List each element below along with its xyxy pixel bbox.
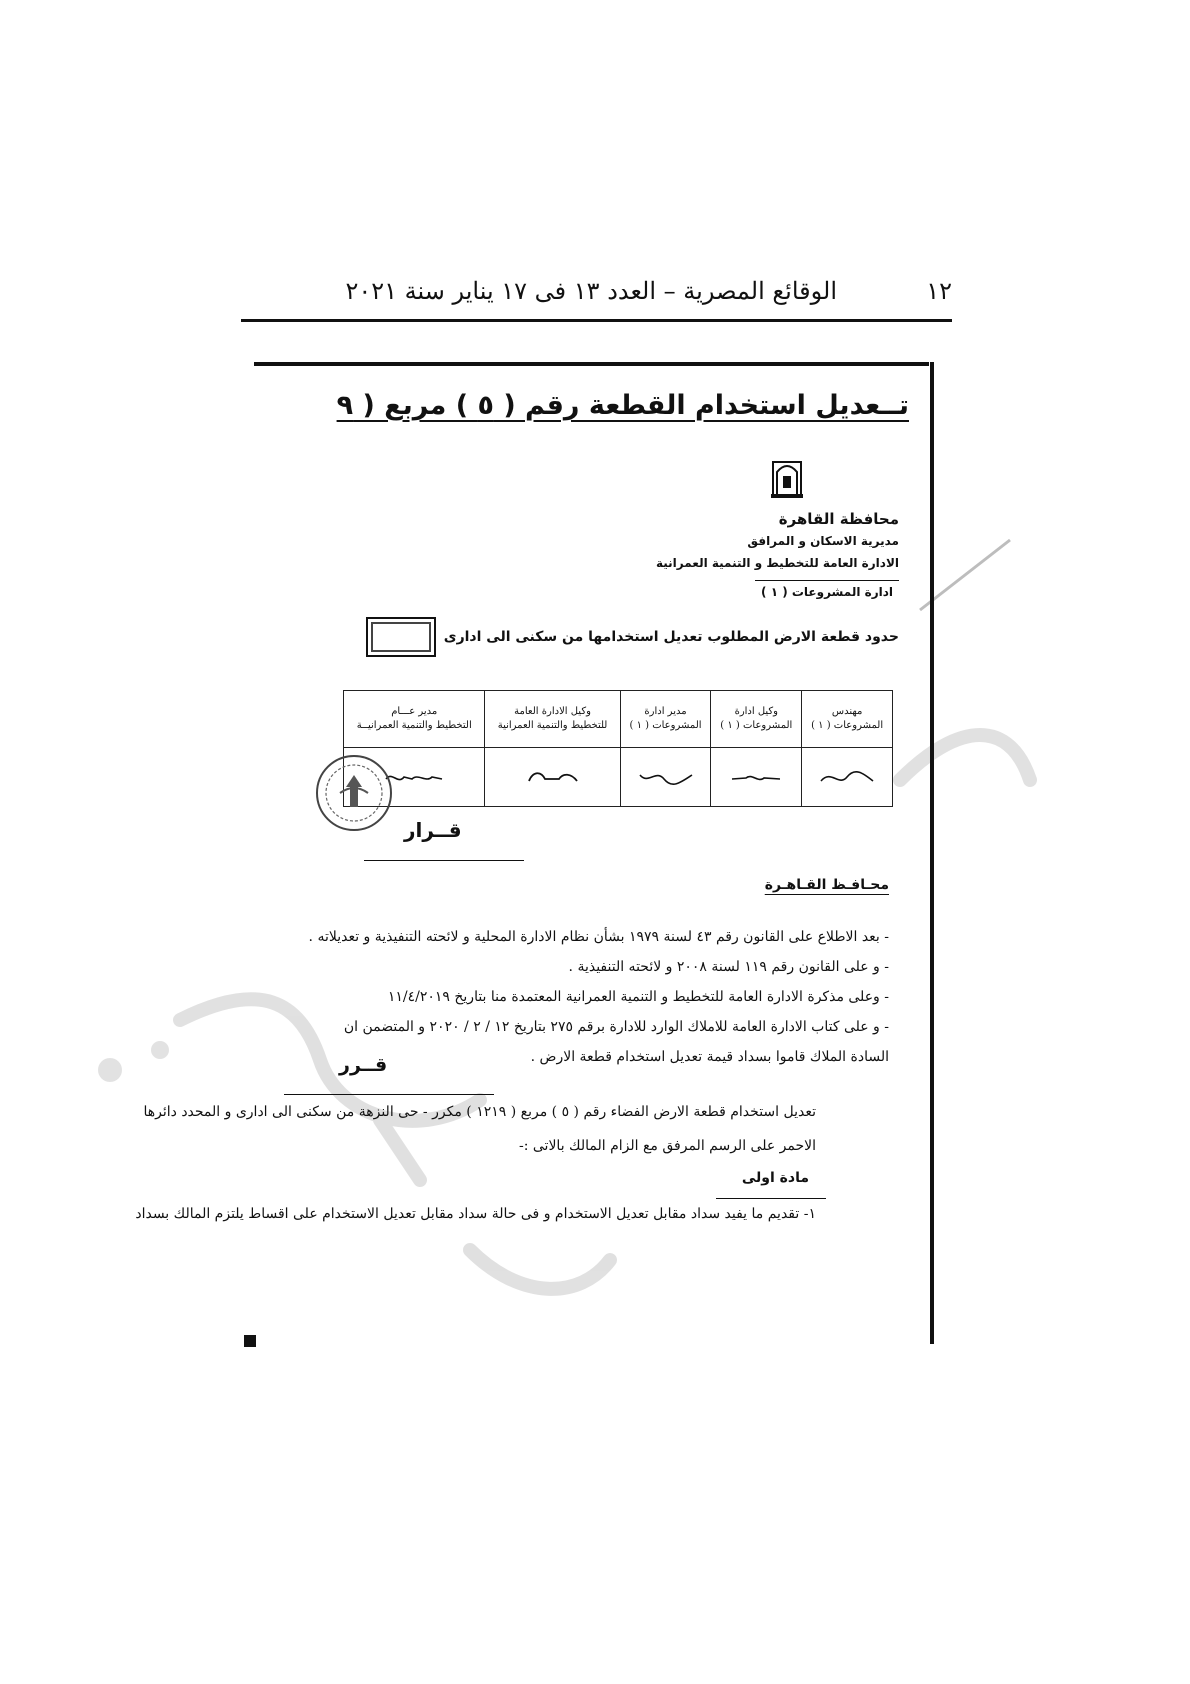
projects-administration-name: ادارة المشروعات ( ١ ): [755, 580, 899, 603]
governorate-name: محافظة القاهرة: [778, 510, 899, 528]
decided-heading: قــرر: [339, 1054, 388, 1076]
signatures-titles-row: [344, 691, 893, 748]
page-number: ١٢: [926, 277, 952, 305]
governor-heading: محـافـظ القـاهـرة: [764, 877, 889, 893]
watermark-dot-2: [151, 1041, 169, 1059]
header-rule: [241, 319, 952, 322]
issuing-authority: [656, 508, 899, 603]
signature-cell: [485, 748, 620, 807]
handwritten-signature-1: [817, 765, 877, 789]
signatures-row: [344, 748, 893, 807]
signature-title-line: التخطيط والتنمية العمرانيــة: [356, 720, 472, 731]
preamble-line: - و على القانون رقم ١١٩ لسنة ٢٠٠٨ و لائحته التنفيذية .: [568, 959, 889, 975]
decision-line: تعديل استخدام قطعة الارض الفضاء رقم ( ٥ ) مربع ( ١٢١٩ ) مكرر - حى النزهة من سكنى الى ادارى و المحدد دائرها: [143, 1104, 816, 1120]
signature-title-line: مدير ادارة: [644, 706, 687, 717]
preamble-line: - بعد الاطلاع على القانون رقم ٤٣ لسنة ١٩٧٩ بشأن نظام الادارة المحلية و لائحته التنفيذية و تعديلاته .: [308, 929, 889, 945]
signature-cell: [620, 748, 711, 807]
signature-title-cell: [620, 691, 711, 748]
signature-title-line: مهندس: [831, 706, 863, 717]
preamble-line: السادة الملاك قاموا بسداد قيمة تعديل استخدام قطعة الارض .: [530, 1049, 889, 1065]
handwritten-signature-2: [726, 765, 786, 789]
signature-cell: [802, 748, 893, 807]
preamble: [309, 922, 889, 1072]
signature-title-cell: [344, 691, 485, 748]
signature-title-line: وكيل ادارة: [734, 706, 779, 717]
preamble-line: - وعلى مذكرة الادارة العامة للتخطيط و التنمية العمرانية المعتمدة منا بتاريخ ١١/٤/٢٠١٩: [387, 989, 889, 1005]
signature-cell: [711, 748, 802, 807]
decision-line: الاحمر على الرسم المرفق مع الزام المالك بالاتى :-: [518, 1138, 816, 1154]
official-seal-icon: [314, 753, 394, 833]
article-item-1: ١- تقديم ما يفيد سداد مقابل تعديل الاستخدام و فى حالة سداد مقابل تعديل الاستخدام على اقساط يلتزم المالك بسداد: [135, 1206, 816, 1222]
page-header: [241, 271, 952, 321]
article-heading-underline: [716, 1198, 826, 1199]
signature-title-cell: [711, 691, 802, 748]
scan-corner-mark: [244, 1335, 256, 1347]
decision-heading: قــرار: [404, 818, 462, 842]
document-title: تــعديل استخدام القطعة رقم ( ٥ ) مربع ( ٩: [336, 390, 909, 421]
directorate-name: مديرية الاسكان و المرافق: [747, 534, 899, 548]
governorate-emblem-icon: [769, 456, 805, 500]
signature-title-line: المشروعات ( ١ ): [811, 720, 884, 731]
scanned-document: [135, 360, 934, 1344]
signature-title-line: المشروعات ( ١ ): [720, 720, 793, 731]
gazette-header-title: الوقائع المصرية – العدد ١٣ فى ١٧ يناير سنة ٢٠٢١: [345, 277, 837, 305]
signature-title-line: للتخطيط والتنمية العمرانية: [497, 720, 608, 731]
general-administration-name: الادارة العامة للتخطيط و التنمية العمرانية: [656, 556, 899, 570]
signature-title-line: المشروعات ( ١ ): [629, 720, 702, 731]
handwritten-signature-4: [523, 765, 583, 789]
handwritten-signature-3: [636, 765, 696, 789]
signature-title-line: مدير عـــام: [391, 706, 438, 717]
article-heading: مادة اولى: [741, 1170, 809, 1186]
boundaries-legend: [366, 617, 899, 657]
boundaries-label: حدود قطعة الارض المطلوب تعديل استخدامها من سكنى الى ادارى: [443, 629, 899, 645]
scan-top-border: [254, 362, 929, 366]
signatures-table: [343, 690, 893, 807]
signature-title-cell: [485, 691, 620, 748]
watermark-dot-1: [98, 1058, 122, 1082]
signature-title-line: وكيل الادارة العامة: [514, 706, 591, 717]
decision-text: [143, 1095, 816, 1163]
boundaries-legend-box: [366, 617, 436, 657]
preamble-line: - و على كتاب الادارة العامة للاملاك الوارد للادارة برقم ٢٧٥ بتاريخ ١٢ / ٢ / ٢٠٢٠ و المتضمن ان: [343, 1019, 889, 1035]
decision-heading-underline: [364, 860, 524, 861]
scan-right-border: [930, 362, 934, 1344]
signature-title-cell: [802, 691, 893, 748]
